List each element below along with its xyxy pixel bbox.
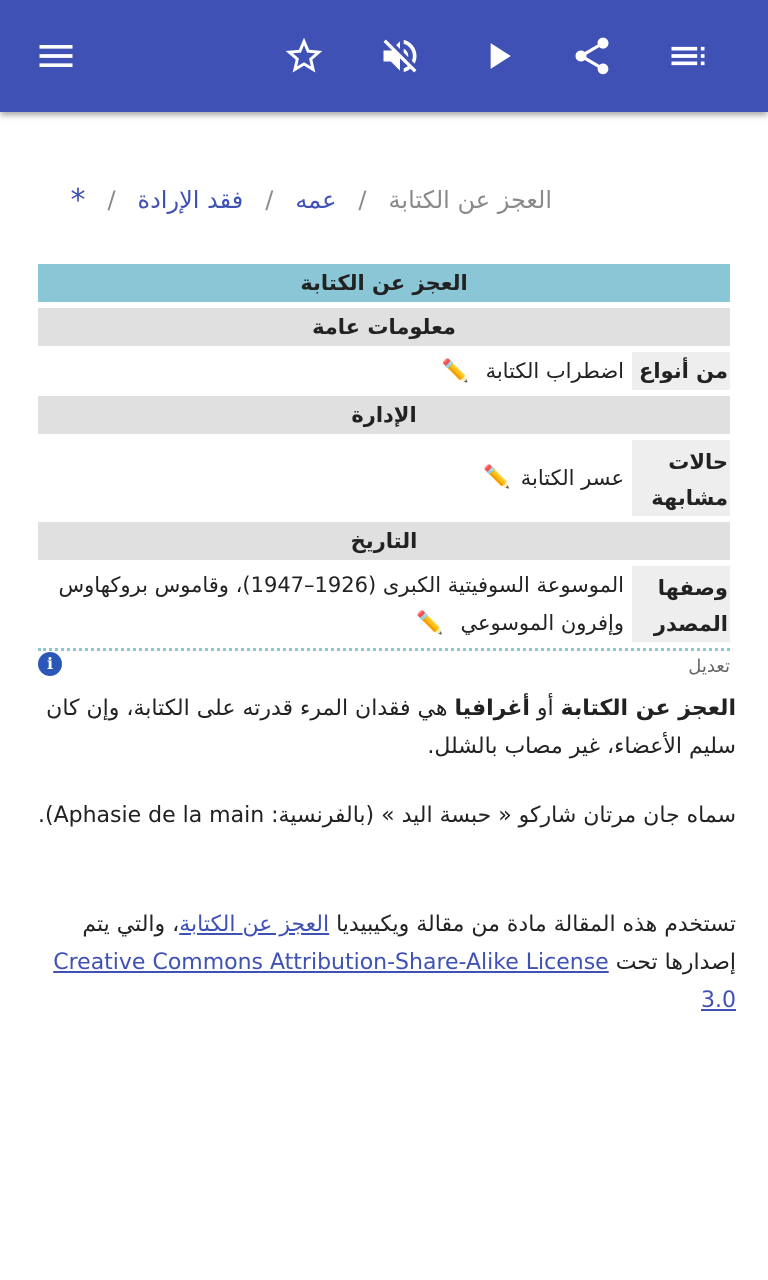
app-toolbar	[0, 0, 768, 112]
term-agraphia-arabic: العجز عن الكتابة	[560, 696, 736, 721]
breadcrumb-current: العجز عن الكتابة	[388, 186, 552, 214]
term-agraphia: أغرافيا	[454, 696, 530, 721]
menu-icon[interactable]	[32, 32, 80, 80]
breadcrumb-separator: /	[358, 186, 367, 214]
article-paragraph-2	[32, 797, 736, 835]
pencil-edit-icon[interactable]: ✏️	[441, 359, 469, 384]
license-middle: ، والتي يتم إصدارها تحت	[82, 912, 736, 975]
license-paragraph	[32, 906, 736, 1020]
breadcrumb	[32, 182, 552, 218]
pencil-edit-icon[interactable]: ✏️	[483, 465, 511, 490]
star-outline-icon[interactable]	[280, 32, 328, 80]
infobox-general-header: معلومات عامة	[38, 308, 730, 346]
toc-list-icon[interactable]	[664, 32, 712, 80]
license-article-link[interactable]: العجز عن الكتابة	[179, 912, 330, 937]
pencil-edit-icon[interactable]: ✏️	[416, 611, 444, 636]
infobox-label-similar: حالات مشابهة	[632, 440, 730, 516]
paragraph-2-text: سماه جان مرتان شاركو « حبسة اليد » (بالفرنسية: Aphasie de la main).	[37, 803, 736, 828]
infobox-label-source: وصفها المصدر	[632, 566, 730, 642]
similar-value-text[interactable]: عسر الكتابة	[520, 466, 624, 490]
infobox-label-type: من أنواع	[632, 352, 730, 390]
infobox-history-header: التاريخ	[38, 522, 730, 560]
infobox-value-similar	[38, 440, 632, 516]
infobox-row-similar	[38, 440, 730, 516]
license-cc-link[interactable]: Creative Commons Attribution-Share-Alike License 3.0	[53, 950, 736, 1013]
article-paragraph-1	[32, 690, 736, 766]
breadcrumb-separator: /	[265, 186, 274, 214]
infobox-title: العجز عن الكتابة	[38, 264, 730, 302]
infobox-edit-link[interactable]: تعديل	[688, 656, 730, 677]
infobox-management-header: الإدارة	[38, 396, 730, 434]
type-value-text[interactable]: اضطراب الكتابة	[485, 359, 624, 383]
infobox-row-type	[38, 352, 730, 390]
infobox-value-source	[38, 566, 632, 642]
breadcrumb-separator: /	[107, 186, 116, 214]
play-icon[interactable]	[474, 32, 522, 80]
breadcrumb-link-abulia[interactable]: فقد الإرادة	[137, 186, 244, 214]
source-value-text[interactable]: الموسوعة السوفيتية الكبرى (1926–1947)، وقاموس بروكهاوس وإفرون الموسوعي	[58, 573, 624, 635]
paragraph-1-rest: هي فقدان المرء قدرته على الكتابة، وإن كان سليم الأعضاء، غير مصاب بالشلل.	[46, 696, 736, 759]
infobox-row-source	[38, 566, 730, 642]
license-prefix: تستخدم هذه المقالة مادة من مقالة ويكيبيديا	[329, 912, 736, 937]
infobox	[38, 264, 730, 648]
breadcrumb-star-link[interactable]: *	[70, 182, 86, 218]
infobox-value-type	[38, 352, 632, 390]
text-or: أو	[529, 696, 561, 721]
info-icon[interactable]: i	[38, 652, 62, 676]
volume-off-icon[interactable]	[376, 32, 424, 80]
breadcrumb-link-amaha[interactable]: عمه	[295, 186, 337, 214]
infobox-divider	[38, 648, 730, 651]
share-icon[interactable]	[568, 32, 616, 80]
